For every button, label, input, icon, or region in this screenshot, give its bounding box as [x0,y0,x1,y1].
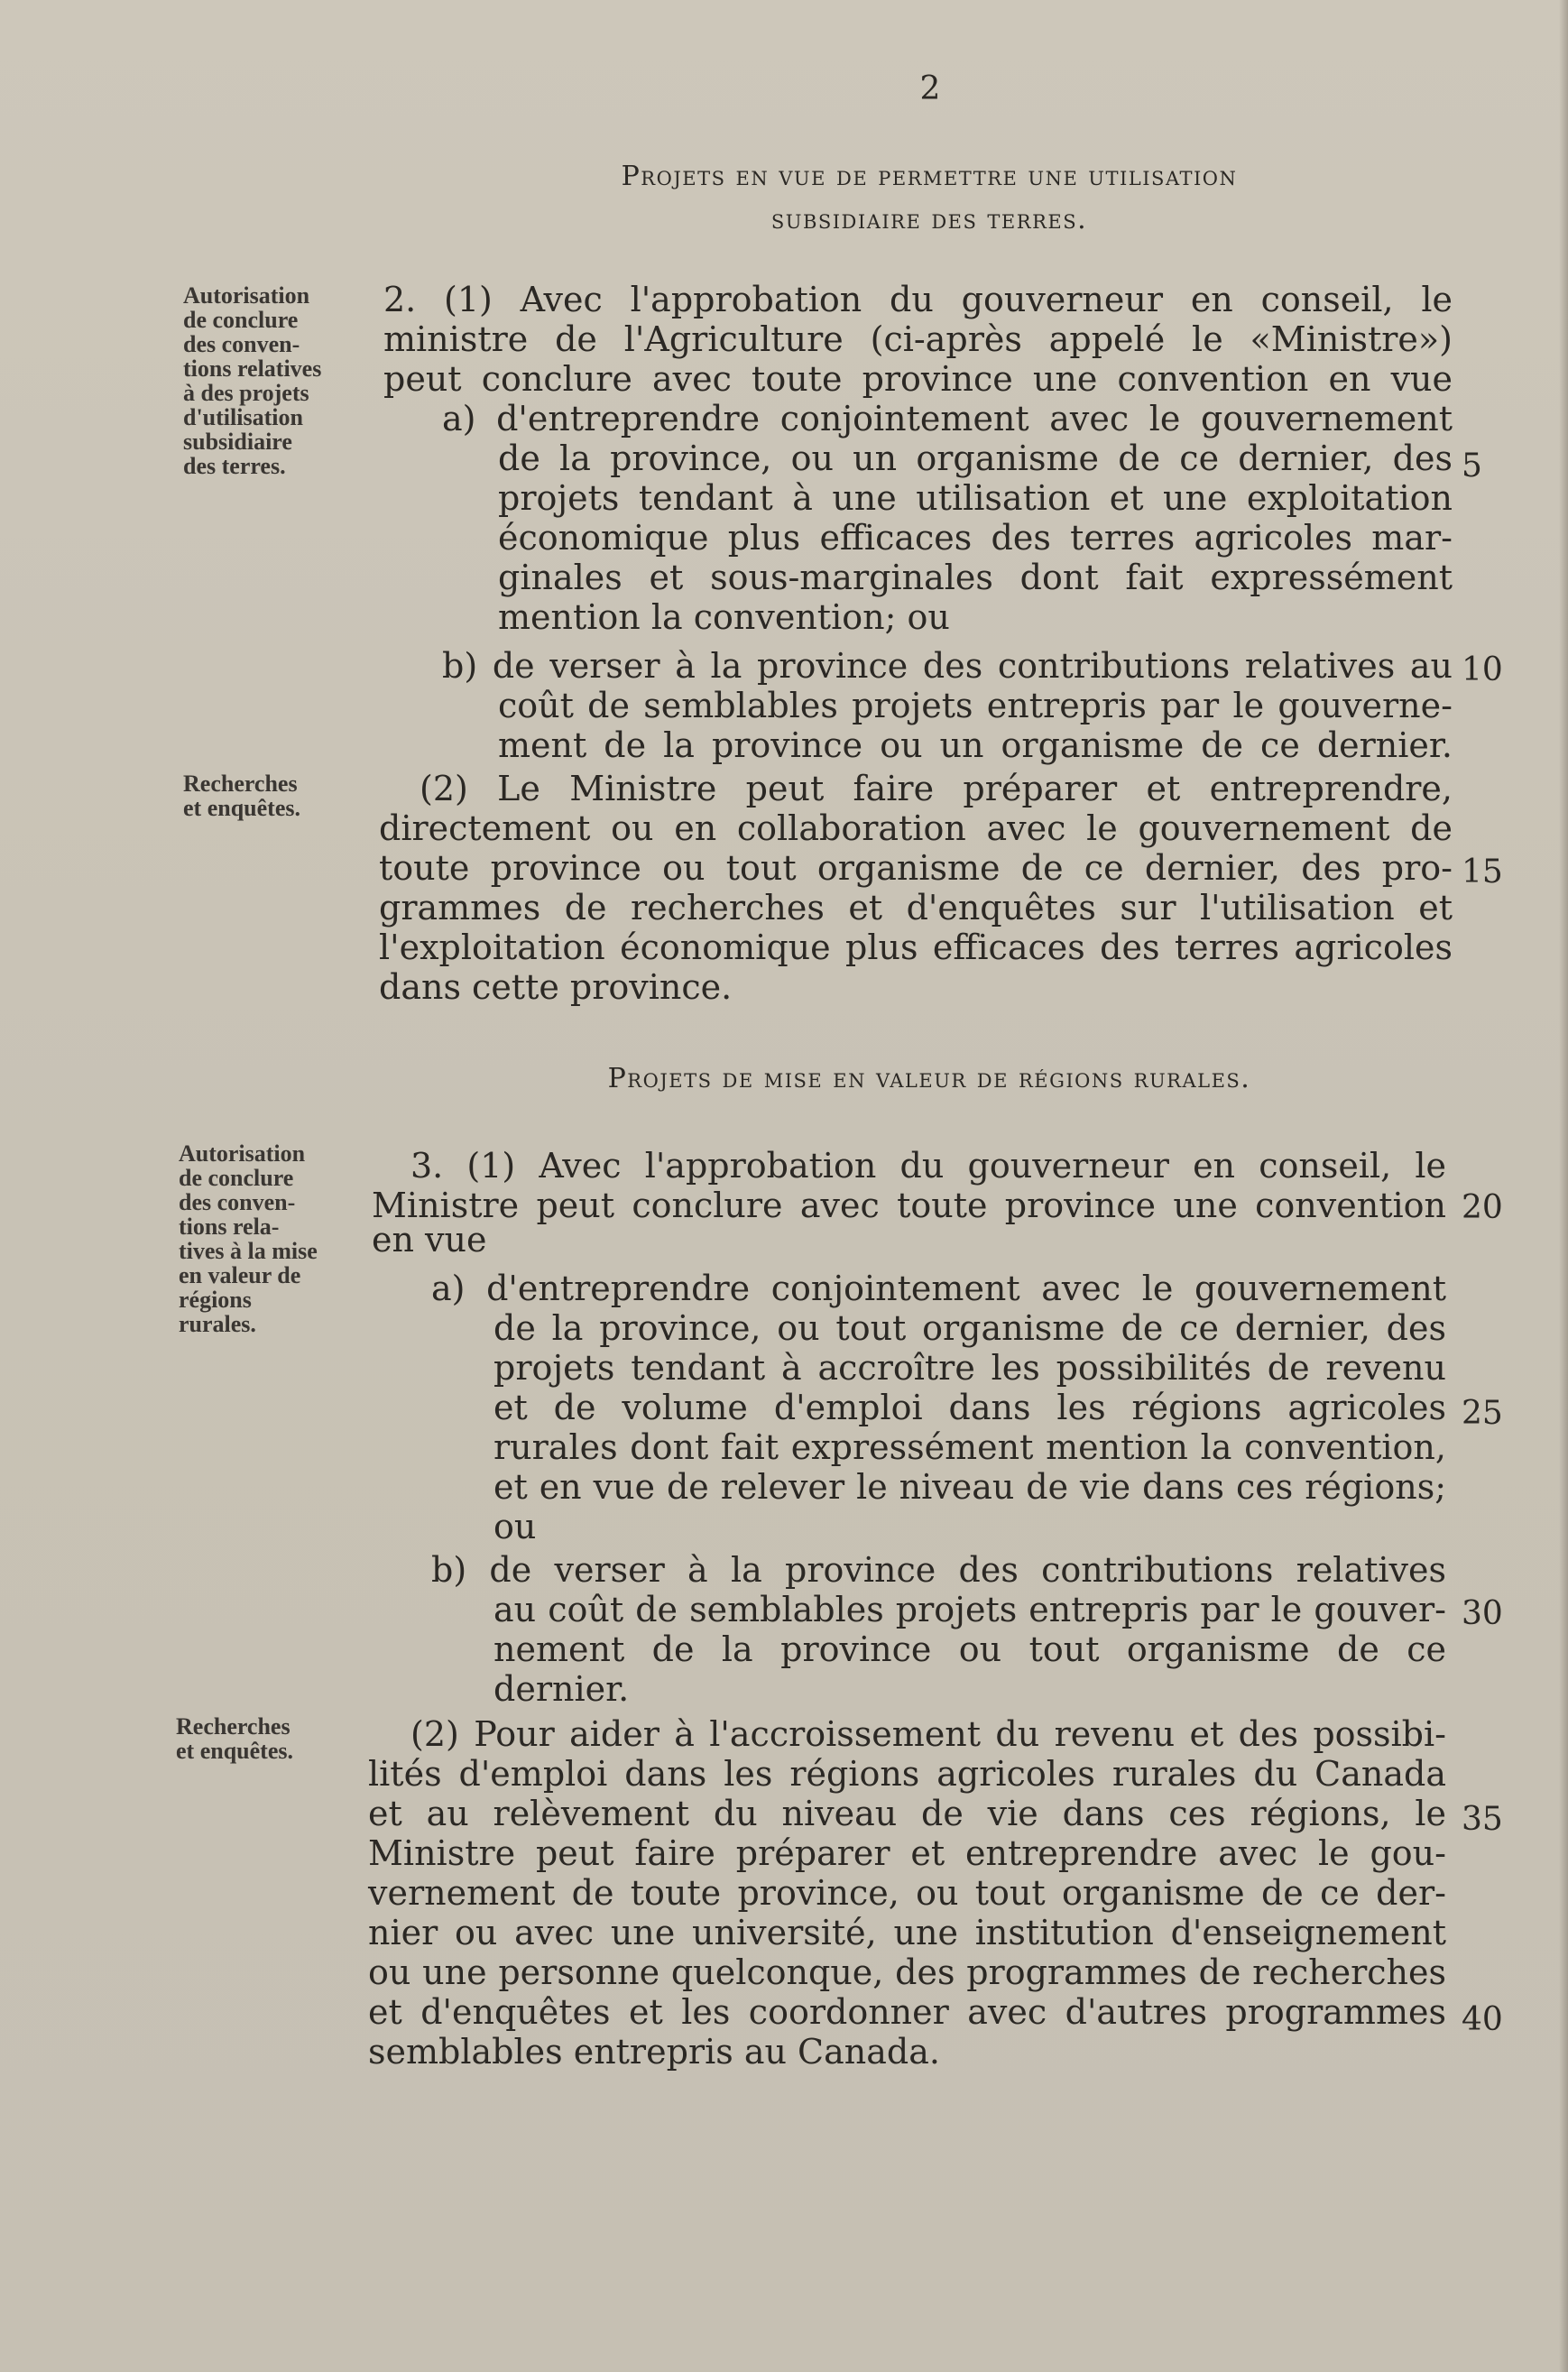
body-line: (2) Le Ministre peut faire préparer et entreprendre, [420,769,1453,808]
body-line: en vue [372,1220,487,1260]
body-line: toute province ou tout organisme de ce dernier, des pro- [379,848,1453,888]
margin-note-line: subsidiaire [183,429,292,455]
margin-note-line: en valeur de [179,1262,301,1288]
body-line: directement ou en collaboration avec le gouvernement de [379,808,1453,848]
body-line: a) d'entreprendre conjointement avec le gouvernement [442,399,1453,438]
margin-note-line: Recherches [183,771,298,797]
body-line: et d'enquêtes et les coordonner avec d'autres programmes [368,1992,1446,2032]
margin-note-line: tions rela- [179,1214,280,1240]
line-number-35: 35 [1462,1801,1503,1838]
margin-note-line: des conven- [183,331,300,357]
body-line: b) de verser à la province des contributions relatives [431,1550,1446,1590]
section-heading-1-line-2: subsidiaire des terres. [770,204,1088,235]
margin-note-research-1 [183,771,300,820]
margin-note-line: tives à la mise [179,1238,318,1264]
body-line: b) de verser à la province des contributions relatives au [442,646,1453,686]
body-line: et de volume d'emploi dans les régions agricoles [493,1388,1446,1427]
line-number-5: 5 [1462,448,1482,485]
section-heading-2 [388,1057,1471,1101]
body-line: et en vue de relever le niveau de vie dans ces régions; [493,1467,1446,1507]
body-line: et au relèvement du niveau de vie dans ces régions, le [368,1794,1446,1833]
margin-note-line: des terres. [183,453,286,479]
line-number-10: 10 [1462,651,1503,688]
body-line: ment de la province ou un organisme de ce dernier. [498,725,1453,765]
margin-note-line: de conclure [183,307,299,333]
body-line: projets tendant à accroître les possibilités de revenu [493,1348,1446,1388]
body-line: a) d'entreprendre conjointement avec le gouvernement [431,1269,1446,1308]
body-line: nier ou avec une université, une institution d'enseignement [368,1913,1446,1952]
margin-note-line: Autorisation [183,282,310,309]
body-line: semblables entrepris au Canada. [368,2032,940,2072]
line-number-40: 40 [1462,2001,1503,2038]
body-line: économique plus efficaces des terres agricoles mar- [498,518,1453,558]
body-line: coût de semblables projets entrepris par le gouverne- [498,686,1453,725]
margin-note-line: Autorisation [179,1140,306,1167]
body-line: mention la convention; ou [498,597,950,637]
body-line: lités d'emploi dans les régions agricoles rurales du Canada [368,1754,1446,1794]
margin-note-line: des conven- [179,1189,296,1215]
margin-note-line: à des projets [183,380,309,406]
margin-note-line: et enquêtes. [183,795,300,821]
body-line: dernier. [493,1669,630,1709]
margin-note-line: Recherches [176,1713,291,1740]
margin-note-line: de conclure [179,1165,294,1191]
margin-note-line: et enquêtes. [176,1738,293,1764]
line-number-25: 25 [1462,1395,1503,1432]
body-line: projets tendant à une utilisation et une exploitation [498,478,1453,518]
body-line: grammes de recherches et d'enquêtes sur l'utilisation et [379,888,1453,928]
section-heading-1 [388,155,1471,242]
body-line: rurales dont fait expressément mention la convention, [493,1427,1446,1467]
line-number-30: 30 [1462,1595,1503,1632]
body-line: ministre de l'Agriculture (ci-après appelé le «Ministre») [383,319,1453,359]
body-line: de la province, ou un organisme de ce dernier, des [498,438,1453,478]
body-line: dans cette province. [379,967,733,1007]
body-line: de la province, ou tout organisme de ce dernier, des [493,1308,1446,1348]
body-line: ginales et sous-marginales dont fait expressément [498,558,1453,597]
body-line: Ministre peut conclure avec toute province une convention [372,1186,1446,1225]
body-line: Ministre peut faire préparer et entreprendre avec le gou- [368,1833,1446,1873]
margin-note-authorization-2 [179,1141,318,1336]
body-line: vernement de toute province, ou tout organisme de ce der- [368,1873,1446,1913]
body-line: 3. (1) Avec l'approbation du gouverneur en conseil, le [410,1146,1446,1186]
margin-note-authorization-1 [183,283,321,478]
margin-note-research-2 [176,1714,293,1763]
body-line: ou une personne quelconque, des programmes de recherches [368,1952,1446,1992]
line-number-20: 20 [1462,1189,1503,1226]
section-heading-2-line: Projets de mise en valeur de régions rurales. [607,1063,1251,1094]
margin-note-line: rurales. [179,1311,256,1337]
section-heading-1-line-1: Projets en vue de permettre une utilisation [621,161,1238,192]
margin-note-line: régions [179,1287,252,1313]
body-line: nement de la province ou tout organisme de ce [493,1629,1446,1669]
page-number: 2 [919,70,941,107]
body-line: l'exploitation économique plus efficaces des terres agricoles [379,928,1453,967]
margin-note-line: tions relatives [183,355,322,382]
margin-note-line: d'utilisation [183,404,303,430]
body-line: 2. (1) Avec l'approbation du gouverneur en conseil, le [383,280,1453,319]
line-number-15: 15 [1462,854,1503,891]
body-line: peut conclure avec toute province une convention en vue [383,359,1453,399]
body-line: au coût de semblables projets entrepris par le gouver- [493,1590,1446,1629]
body-line: ou [493,1507,537,1546]
body-line: (2) Pour aider à l'accroissement du revenu et des possibi- [410,1714,1446,1754]
